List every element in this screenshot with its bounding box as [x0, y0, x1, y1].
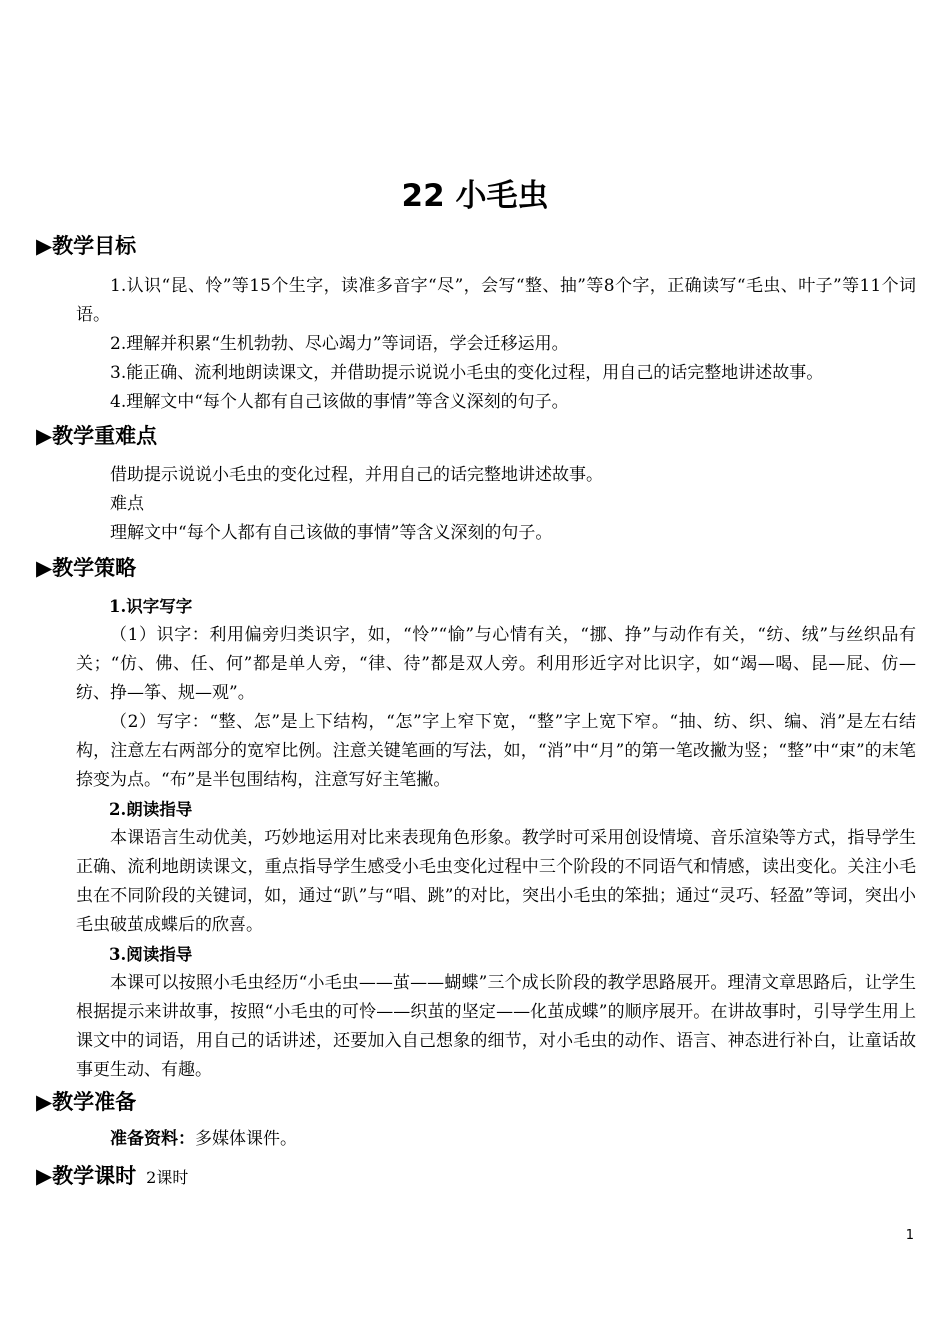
goal-item: 3.能正确、流利地朗读课文，并借助提示说说小毛虫的变化过程，用自己的话完整地讲述故事。	[110, 363, 824, 383]
goal-item: 4.理解文中“每个人都有自己该做的事情”等含义深刻的句子。	[110, 392, 569, 412]
hours-heading-label: ▶教学课时	[36, 1164, 137, 1188]
goal-item: 1.认识“昆、怜”等15个生字，读准多音字“尽”，会写“整、抽”等8个字，正确读写“毛虫、叶子”等11个词语。	[76, 276, 916, 325]
goal-item: 2.理解并积累“生机勃勃、尽心竭力”等词语，学会迁移运用。	[110, 334, 569, 354]
section-heading-strategy: ▶教学策略	[36, 556, 137, 580]
section-heading-preparation: ▶教学准备	[36, 1090, 137, 1114]
key-points-block	[76, 461, 916, 548]
literacy-paragraph: （1）识字：利用偏旁归类识字，如，“怜”“愉”与心情有关，“挪、挣”与动作有关，“纺、绒”与丝织品有关；“仿、佛、任、何”都是单人旁，“律、待”都是双人旁。利用形近字对比识字，如“竭—喝、昆—屁、仿—纺、挣—筝、规—观”。	[76, 625, 916, 703]
key-point-text: 借助提示说说小毛虫的变化过程，并用自己的话完整地讲述故事。	[110, 465, 603, 485]
page-number: 1	[905, 1228, 914, 1243]
goals-list	[76, 272, 916, 417]
difficulty-label: 难点	[110, 494, 144, 514]
difficulty-text: 理解文中“每个人都有自己该做的事情”等含义深刻的句子。	[110, 523, 553, 543]
reading-guidance-paragraph: 本课可以按照小毛虫经历“小毛虫——茧——蝴蝶”三个成长阶段的教学思路展开。理清文章思路后，让学生根据提示来讲故事，按照“小毛虫的可怜——织茧的坚定——化茧成蝶”的顺序展开。在讲故事时，引导学生用上课文中的词语，用自己的话讲述，还要加入自己想象的细节，对小毛虫的动作、语言、神态进行补白，让童话故事更生动、有趣。	[76, 973, 916, 1080]
subheading-reading-guidance: 3.阅读指导	[109, 945, 193, 964]
section-heading-hours	[36, 1162, 188, 1192]
strategy-block	[76, 592, 916, 1085]
preparation-label: 准备资料：	[110, 1129, 195, 1149]
literacy-paragraph: （2）写字：“整、怎”是上下结构，“怎”字上窄下宽，“整”字上宽下窄。“抽、纺、织、编、消”是左右结构，注意左右两部分的宽窄比例。注意关键笔画的写法，如，“消”中“月”的第一笔改撇为竖；“整”中“束”的末笔捺变为点。“布”是半包围结构，注意写好主笔撇。	[76, 712, 916, 790]
section-heading-key-points: ▶教学重难点	[36, 424, 158, 448]
subheading-literacy: 1.识字写字	[109, 597, 193, 616]
hours-value: 2课时	[146, 1168, 189, 1187]
section-heading-goals: ▶教学目标	[36, 234, 137, 258]
preparation-block	[76, 1125, 916, 1154]
preparation-value: 多媒体课件。	[195, 1129, 297, 1149]
reading-aloud-paragraph: 本课语言生动优美，巧妙地运用对比来表现角色形象。教学时可采用创设情境、音乐渲染等方式，指导学生正确、流利地朗读课文，重点指导学生感受小毛虫变化过程中三个阶段的不同语气和情感，读出变化。关注小毛虫在不同阶段的关键词，如，通过“趴”与“唱、跳”的对比，突出小毛虫的笨拙；通过“灵巧、轻盈”等词，突出小毛虫破茧成蝶后的欣喜。	[76, 828, 916, 935]
subheading-reading-aloud: 2.朗读指导	[109, 800, 193, 819]
page-title: 22 小毛虫	[401, 178, 549, 214]
